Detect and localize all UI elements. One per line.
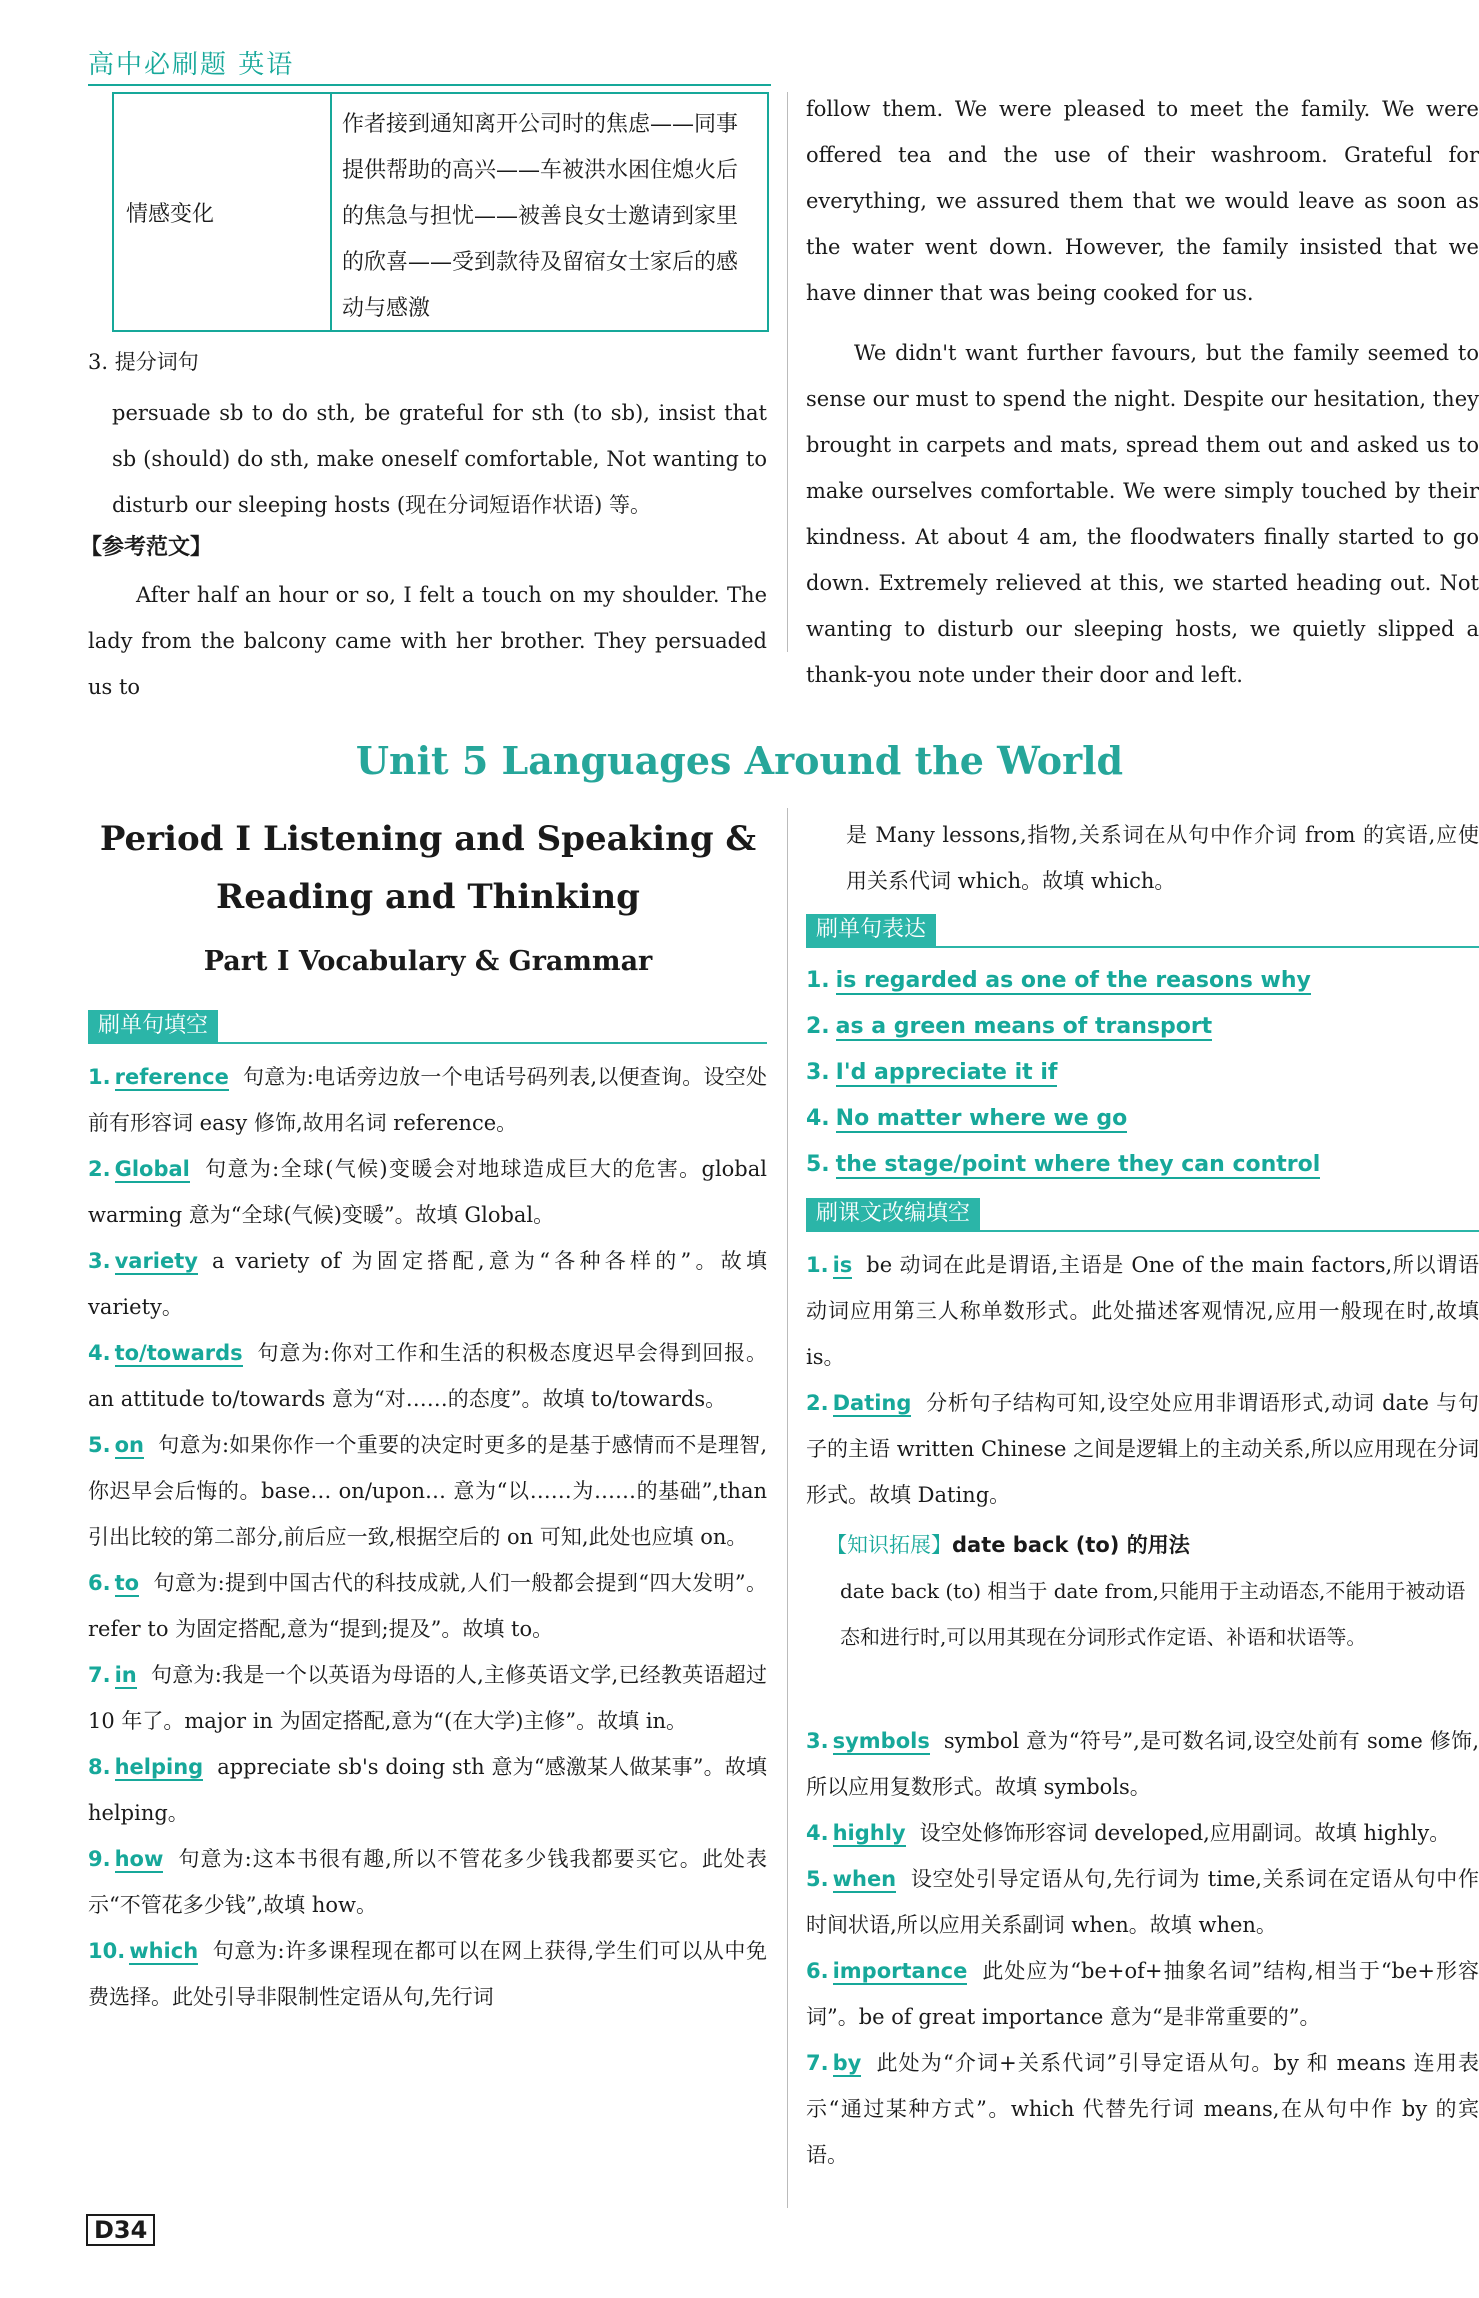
item-number: 3. — [806, 1729, 829, 1753]
column-divider-bottom — [787, 808, 788, 2208]
item-explanation: 句意为:你对工作和生活的积极态度迟早会得到回报。an attitude to/towards 意为“对……的态度”。故填 to/towards。 — [88, 1341, 767, 1411]
answer-item — [88, 1238, 767, 1330]
item-number: 3. — [88, 1249, 111, 1273]
period-title-line1: Period Ⅰ Listening and Speaking & — [99, 819, 757, 859]
express-list — [806, 958, 1479, 1188]
fill-list — [88, 1054, 767, 2020]
answer-item — [88, 1928, 767, 2020]
item-number: 6. — [806, 1959, 829, 1983]
emotion-table-content: 作者接到通知离开公司时的焦虑——同事提供帮助的高兴——车被洪水困住熄火后的焦急与担忧——被善良女士邀请到家里的欣喜——受到款待及留宿女士家后的感动与感激 — [342, 112, 739, 321]
item-explanation: 设空处引导定语从句,先行词为 time,关系词在定语从句中作时间状语,所以应用关系副词 when。故填 when。 — [806, 1867, 1479, 1937]
fill-10-continuation: 是 Many lessons,指物,关系词在从句中作介词 from 的宾语,应使用关系代词 which。故填 which。 — [846, 823, 1479, 893]
emotion-table-label: 情感变化 — [114, 94, 332, 330]
answer-item — [806, 1810, 1479, 1856]
page-header-title: 高中必刷题 英语 — [88, 50, 295, 80]
sample-left-text: After half an hour or so, I felt a touch on my shoulder. The lady from the balcony came with her brother. They persuaded us to — [88, 583, 767, 699]
express-item — [806, 958, 1479, 1004]
item-number: 5. — [806, 1867, 829, 1891]
answer-item — [88, 1652, 767, 1744]
sample-heading: 【参考范文】 — [80, 534, 213, 560]
emotion-table — [112, 92, 769, 332]
item-explanation: 分析句子结构可知,设空处应用非谓语形式,动词 date 与句子的主语 written Chinese 之间是逻辑上的主动关系,所以应用现在分词形式。故填 Dating。 — [806, 1391, 1479, 1507]
item-answer: highly — [832, 1821, 906, 1845]
item-answer: reference — [114, 1065, 229, 1089]
extension-tag: 【知识拓展】 — [826, 1533, 952, 1557]
answer-item — [88, 1560, 767, 1652]
text-fill-list-2 — [806, 1718, 1479, 2178]
answer-item — [88, 1836, 767, 1928]
item-explanation: 此处为“介词+关系代词”引导定语从句。by 和 means 连用表示“通过某种方式”。which 代替先行词 means,在从句中作 by 的宾语。 — [806, 2051, 1479, 2167]
phrases-heading: 3. 提分词句 — [88, 350, 199, 374]
item-number: 8. — [88, 1755, 111, 1779]
item-explanation: 句意为:全球(气候)变暖会对地球造成巨大的危害。global warming 意为“全球(气候)变暖”。故填 Global。 — [88, 1157, 767, 1227]
answer-item — [806, 1856, 1479, 1948]
answer-item — [806, 1718, 1479, 1810]
item-answer: No matter where we go — [835, 1106, 1128, 1131]
section-tag-express-single: 刷单句表达 — [806, 914, 936, 946]
extension-heading — [826, 1522, 1479, 1568]
section-tag-text-fill: 刷课文改编填空 — [806, 1198, 980, 1230]
item-answer: on — [114, 1433, 144, 1457]
sample-right-p1: follow them. We were pleased to meet the family. We were offered tea and the use of their washroom. Grateful for everything, we assured them that we would leave as soon as the water went down. However, the family insisted that we have dinner that was being cooked for us. — [806, 97, 1479, 305]
item-number: 7. — [88, 1663, 111, 1687]
item-number: 3. — [806, 1060, 830, 1085]
answer-item — [806, 2040, 1479, 2178]
item-answer: I'd appreciate it if — [835, 1060, 1058, 1085]
item-number: 5. — [88, 1433, 111, 1457]
item-explanation: 句意为:如果你作一个重要的决定时更多的是基于感情而不是理智,你迟早会后悔的。base… on/upon… 意为“以……为……的基础”,than 引出比较的第二部分,前后应一致,根据空后的 on 可知,此处也应填 on。 — [88, 1433, 767, 1549]
sample-right-p2: We didn't want further favours, but the family seemed to sense our must to spend the night. Despite our hesitation, they brought in carpets and mats, spread them out and asked us to make ourselves comfortable. We were simply touched by their kindness. At about 4 am, the floodwaters finally started to go down. Extremely relieved at this, we started heading out. Not wanting to disturb our sleeping hosts, we quietly slipped a thank-you note under their door and left. — [806, 341, 1479, 687]
item-explanation: 设空处修饰形容词 developed,应用副词。故填 highly。 — [919, 1821, 1451, 1845]
answer-item — [806, 1948, 1479, 2040]
item-explanation: 句意为:许多课程现在都可以在网上获得,学生们可以从中免费选择。此处引导非限制性定语从句,先行词 — [88, 1939, 767, 2009]
period-title-line2: Reading and Thinking — [216, 877, 640, 917]
item-number: 7. — [806, 2051, 829, 2075]
unit-title: Unit 5 Languages Around the World — [355, 738, 1124, 783]
item-answer: when — [832, 1867, 897, 1891]
answer-item — [806, 1242, 1479, 1380]
answer-item — [88, 1422, 767, 1560]
phrases-text: persuade sb to do sth, be grateful for sth (to sb), insist that sb (should) do sth, make oneself comfortable, Not wanting to disturb our sleeping hosts (现在分词短语作状语) 等。 — [112, 401, 767, 517]
answer-item — [806, 1380, 1479, 1518]
text-fill-list — [806, 1242, 1479, 1518]
express-item — [806, 1142, 1479, 1188]
item-explanation: 句意为:我是一个以英语为母语的人,主修英语文学,已经教英语超过 10 年了。major in 为固定搭配,意为“(在大学)主修”。故填 in。 — [88, 1663, 767, 1733]
item-number: 1. — [806, 1253, 829, 1277]
answer-item — [88, 1744, 767, 1836]
item-number: 2. — [88, 1157, 111, 1181]
express-item — [806, 1096, 1479, 1142]
item-answer: importance — [832, 1959, 968, 1983]
item-number: 9. — [88, 1847, 111, 1871]
item-answer: Dating — [832, 1391, 912, 1415]
item-answer: as a green means of transport — [835, 1014, 1213, 1039]
answer-item — [88, 1330, 767, 1422]
item-number: 6. — [88, 1571, 111, 1595]
column-divider-top — [787, 92, 788, 652]
item-explanation: appreciate sb's doing sth 意为“感激某人做某事”。故填 helping。 — [88, 1755, 767, 1825]
item-explanation: 此处应为“be+of+抽象名词”结构,相当于“be+形容词”。be of great importance 意为“是非常重要的”。 — [806, 1959, 1479, 2029]
item-answer: which — [129, 1939, 199, 1963]
item-answer: Global — [114, 1157, 190, 1181]
item-number: 1. — [806, 968, 830, 993]
item-answer: how — [114, 1847, 164, 1871]
item-explanation: 句意为:电话旁边放一个电话号码列表,以便查询。设空处前有形容词 easy 修饰,故用名词 reference。 — [88, 1065, 767, 1135]
item-number: 2. — [806, 1391, 829, 1415]
item-number: 4. — [88, 1341, 111, 1365]
answer-item — [88, 1054, 767, 1146]
section-rule — [88, 1042, 767, 1044]
item-number: 4. — [806, 1821, 829, 1845]
item-answer: by — [832, 2051, 862, 2075]
item-number: 2. — [806, 1014, 830, 1039]
part-title: Part Ⅰ Vocabulary & Grammar — [203, 946, 653, 977]
item-answer: is regarded as one of the reasons why — [835, 968, 1311, 993]
express-item — [806, 1050, 1479, 1096]
item-answer: in — [114, 1663, 137, 1687]
section-rule — [806, 1230, 1479, 1232]
period-title — [88, 810, 768, 926]
knowledge-extension — [826, 1522, 1479, 1706]
item-answer: helping — [114, 1755, 204, 1779]
item-explanation: a variety of 为固定搭配,意为“各种各样的”。故填 variety。 — [88, 1249, 767, 1319]
item-number: 1. — [88, 1065, 111, 1089]
extension-body: date back (to) 相当于 date from,只能用于主动语态,不能用于被动语态和进行时,可以用其现在分词形式作定语、补语和状语等。 — [840, 1579, 1466, 1649]
item-explanation: be 动词在此是谓语,主语是 One of the main factors,所以谓语动词应用第三人称单数形式。此处描述客观情况,应用一般现在时,故填 is。 — [806, 1253, 1479, 1369]
section-tag-fill-single: 刷单句填空 — [88, 1010, 218, 1042]
express-item — [806, 1004, 1479, 1050]
item-answer: to/towards — [114, 1341, 243, 1365]
item-explanation: 句意为:提到中国古代的科技成就,人们一般都会提到“四大发明”。refer to 为固定搭配,意为“提到;提及”。故填 to。 — [88, 1571, 767, 1641]
item-answer: to — [114, 1571, 140, 1595]
section-rule — [806, 946, 1479, 948]
page-number: D34 — [86, 2214, 155, 2246]
item-explanation: 句意为:这本书很有趣,所以不管花多少钱我都要买它。此处表示“不管花多少钱”,故填 how。 — [88, 1847, 767, 1917]
item-number: 4. — [806, 1106, 830, 1131]
item-number: 10. — [88, 1939, 126, 1963]
item-answer: symbols — [832, 1729, 930, 1753]
item-answer: the stage/point where they can control — [835, 1152, 1321, 1177]
item-number: 5. — [806, 1152, 830, 1177]
item-answer: is — [832, 1253, 853, 1277]
item-answer: variety — [114, 1249, 198, 1273]
extension-title: date back (to) 的用法 — [952, 1533, 1190, 1557]
answer-item — [88, 1146, 767, 1238]
item-explanation: symbol 意为“符号”,是可数名词,设空处前有 some 修饰,所以应用复数形式。故填 symbols。 — [806, 1729, 1479, 1799]
header-rule — [88, 84, 771, 86]
